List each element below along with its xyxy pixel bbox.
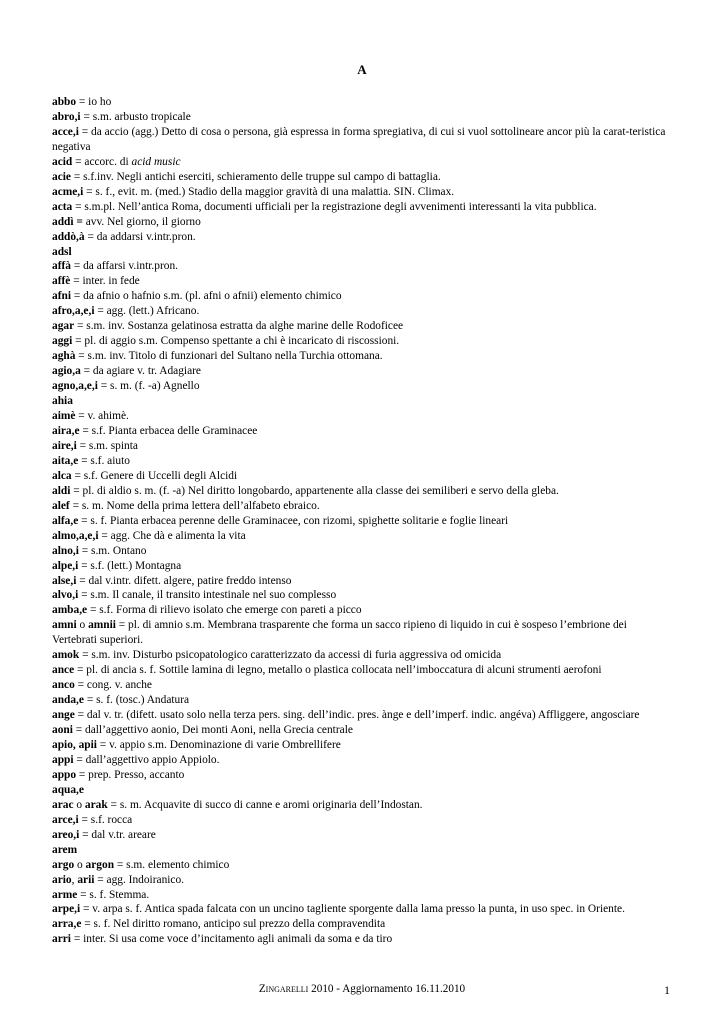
dictionary-entry [52,499,674,514]
entry-headword: acid [52,155,73,168]
dictionary-entry [52,349,674,364]
dictionary-entry [52,544,674,559]
entry-headword: arem [52,843,78,856]
entry-headword: aldi [52,484,71,497]
entry-headword: alno,i [52,544,79,557]
entry-definition: = inter. in fede [70,275,140,288]
entry-definition: = io ho [76,96,112,108]
entry-headword: areo,i [52,828,80,841]
entry-headword: agio,a [52,365,81,378]
entry-headword: affè [52,275,71,288]
entry-definition: = s. m. Acquavite di succo di canne e aromi originaria dell’Indostan. [107,798,423,811]
entry-definition: = inter. Si usa come voce d’incitamento agli animali da soma e da tiro [70,933,393,946]
entry-definition: = cong. v. anche [74,679,152,692]
dictionary-entry [52,230,674,245]
dictionary-entry [52,798,674,813]
entry-definition: = s.f. Forma di rilievo isolato che emerge con pareti a picco [87,604,362,617]
dictionary-entry [52,439,674,454]
dictionary-entry [52,245,674,260]
entry-definition: = s.f. rocca [78,813,133,826]
dictionary-entry [52,648,674,663]
dictionary-entry [52,588,674,603]
entry-definition: o [74,858,86,871]
dictionary-entry [52,693,674,708]
entry-headword: amnii [88,619,116,632]
entry-definition: = s.m. arbusto tropicale [80,110,191,123]
entry-definition: = s.m. Ontano [78,544,147,557]
entry-definition: = v. appio s.m. Denominazione di varie Ombrellifere [96,738,341,751]
entry-definition: = s.m. inv. Disturbo psicopatologico caratterizzato da accessi di furia aggressiva od omicida [79,649,502,662]
entry-headword: agno,a,e,i [52,380,98,393]
entry-definition: = dal v. tr. (difett. usato solo nella terza pers. sing. dell’indic. pres. ànge e dell’imperf. indic. angéva) Affliggere, angosciare [74,709,640,722]
dictionary-entry [52,768,674,783]
entry-definition: = s.m.pl. Nell’antica Roma, documenti ufficiali per la registrazione degli avvenimenti interessanti la vita pubblica. [72,200,597,213]
dictionary-entry [52,274,674,289]
entry-definition: o [73,798,85,811]
entry-definition: , [71,873,78,886]
page-number: 1 [664,983,670,997]
entry-italic-text: acid music [131,155,181,168]
entry-headword: aghà [52,350,76,363]
entry-definition: = s.f. (lett.) Montagna [78,559,182,572]
entry-headword: arac [52,798,74,811]
entry-headword: alse,i [52,574,77,587]
entry-headword: aire,i [52,439,77,452]
entry-definition: = pl. di aldio s. m. (f. -a) Nel diritto longobardo, appartenente alla classe dei semiliberi e servo della gleba. [70,484,559,497]
entry-definition: = da addarsi v.intr.pron. [84,230,196,243]
entry-headword: appo [52,768,77,781]
dictionary-entry [52,559,674,574]
dictionary-entry [52,125,674,155]
dictionary-entry [52,304,674,319]
dictionary-entry [52,902,674,917]
entry-headword: addò,à [52,230,85,243]
dictionary-entry [52,110,674,125]
entry-headword: arce,i [52,813,79,826]
entry-headword: appi [52,753,74,766]
entry-headword: argon [85,858,115,871]
dictionary-entry [52,917,674,932]
entry-definition: = s.m. inv. Sostanza gelatinosa estratta da alghe marine delle Rodoficee [74,320,404,333]
dictionary-entry [52,813,674,828]
entry-headword: amok [52,649,80,662]
entry-headword: aimè [52,410,76,423]
dictionary-entry [52,888,674,903]
dictionary-entry [52,663,674,678]
entry-headword: acta [52,200,73,213]
entry-headword: aqua,e [52,783,84,796]
entry-definition: = s.f.inv. Negli antichi eserciti, schieramento delle truppe sul campo di battaglia. [70,170,441,183]
dictionary-entry [52,454,674,469]
footer-brand: Zingarelli [258,983,309,995]
entry-headword: addì = [52,215,83,228]
entry-definition: = s.m. elemento chimico [114,858,230,871]
entry-definition: = dal v.intr. difett. algere, patire freddo intenso [76,574,292,587]
dictionary-entry [52,259,674,274]
entry-headword: arme [52,888,78,901]
dictionary-entry [52,574,674,589]
entry-definition: = s.f. Pianta erbacea delle Graminacee [79,424,258,437]
entry-headword: ance [52,664,75,677]
entry-headword: aita,e [52,454,79,467]
entry-headword: argo [52,858,75,871]
entry-definition: avv. Nel giorno, il giorno [82,215,201,228]
entry-definition: = da afnio o hafnio s.m. (pl. afni o afnii) elemento chimico [71,290,342,303]
entry-definition: = s. f. Nel diritto romano, anticipo sul prezzo della compravendita [81,918,386,931]
entry-headword: almo,a,e,i [52,529,99,542]
entry-headword: aira,e [52,424,80,437]
entry-headword: afni [52,290,71,303]
dictionary-entry [52,618,674,648]
dictionary-entry [52,185,674,200]
dictionary-entry [52,678,674,693]
dictionary-entry [52,409,674,424]
page-title: A [357,62,367,77]
entry-headword: alfa,e [52,514,79,527]
entry-headword: arak [84,798,108,811]
entry-headword: aoni [52,724,73,737]
entry-definition: = s.m. Il canale, il transito intestinale nel suo complesso [78,589,337,602]
dictionary-entry [52,529,674,544]
dictionary-entry [52,424,674,439]
dictionary-entry [52,843,674,858]
entry-definition: = da affarsi v.intr.pron. [70,260,178,273]
page-footer [0,983,724,995]
entry-headword: alpe,i [52,559,79,572]
entry-headword: alef [52,499,70,512]
dictionary-entry [52,155,674,170]
entry-definition: = s.m. inv. Titolo di funzionari del Sultano nella Turchia ottomana. [75,350,383,363]
entry-headword: ahia [52,395,73,408]
entry-definition: = agg. Indoiranico. [94,873,185,886]
dictionary-entry [52,289,674,304]
dictionary-entry [52,364,674,379]
entry-headword: abbo [52,96,77,108]
entry-headword: ange [52,709,75,722]
entry-definition: = prep. Presso, accanto [76,768,185,781]
entry-headword: abro,i [52,110,81,123]
dictionary-entry [52,603,674,618]
entry-headword: anda,e [52,694,84,707]
entry-headword: acme,i [52,185,84,198]
dictionary-entry [52,95,674,110]
entry-headword: alca [52,469,72,482]
dictionary-entry [52,783,674,798]
dictionary-entry [52,394,674,409]
entry-headword: afro,a,e,i [52,305,95,318]
entry-definition: = pl. di aggio s.m. Compenso spettante a chi è incaricato di riscossioni. [72,335,400,348]
entry-headword: arra,e [52,918,82,931]
entry-definition: = da agiare v. tr. Adagiare [80,365,201,378]
dictionary-entries [52,95,674,947]
entry-definition: = pl. di amnio s.m. Membrana trasparente che forma un sacco ripieno di liquido in cui è sospeso l’embrione dei Vertebrati superiori. [52,619,627,647]
entry-headword: ario [52,873,72,886]
entry-definition: = s.f. Genere di Uccelli degli Alcidi [71,469,238,482]
dictionary-entry [52,828,674,843]
dictionary-entry [52,738,674,753]
entry-definition: = v. arpa s. f. Antica spada falcata con un uncino tagliente sporgente dalla lama presso la punta, in uso spec. in Oriente. [80,903,625,916]
dictionary-entry [52,484,674,499]
dictionary-entry [52,170,674,185]
entry-definition: = s. f., evit. m. (med.) Stadio della maggior gravità di una malattia. SIN. Climax. [83,185,455,198]
entry-definition: = s. m. (f. -a) Agnello [97,380,200,393]
entry-headword: aggi [52,335,73,348]
entry-headword: arii [77,873,95,886]
dictionary-entry [52,873,674,888]
entry-headword: amni [52,619,77,632]
entry-definition: = dall’aggettivo aonio, Dei monti Aoni, nella Grecia centrale [72,724,353,737]
dictionary-entry [52,469,674,484]
entry-headword: anco [52,679,75,692]
entry-headword: arpe,i [52,903,81,916]
dictionary-entry [52,708,674,723]
entry-headword: agar [52,320,75,333]
dictionary-entry [52,215,674,230]
entry-definition: = agg. Che dà e alimenta la vita [98,529,246,542]
entry-headword: amba,e [52,604,88,617]
dictionary-entry [52,932,674,947]
entry-definition: = agg. (lett.) Africano. [94,305,200,318]
entry-definition: = dall’aggettivo appio Appiolo. [73,753,220,766]
entry-headword: arri [52,933,71,946]
dictionary-entry [52,723,674,738]
dictionary-entry [52,379,674,394]
entry-definition: = s. f. Pianta erbacea perenne delle Graminacee, con rizomi, spighette solitarie e foglie lineari [78,514,509,527]
dictionary-entry [52,200,674,215]
entry-definition: = v. ahimè. [75,410,129,423]
footer-text: 2010 - Aggiornamento 16.11.2010 [308,983,466,995]
entry-definition: = da accio (agg.) Detto di cosa o persona, già espressa in forma spregiativa, di cui si vuol sottolineare ancor più la carat-teristica negativa [52,125,666,153]
entry-headword: acce,i [52,125,79,138]
entry-definition: = s. f. Stemma. [77,888,150,901]
entry-definition: = dal v.tr. areare [79,828,156,841]
dictionary-entry [52,334,674,349]
entry-definition: = pl. di ancia s. f. Sottile lamina di legno, metallo o plastica collocata nell’imboccatura di alcuni strumenti aerofoni [74,664,602,677]
entry-definition: = accorc. di [72,155,132,168]
entry-definition: = s. f. (tosc.) Andatura [83,694,190,707]
entry-headword: adsl [52,245,72,258]
dictionary-entry [52,858,674,873]
entry-definition: = s.f. aiuto [78,454,130,467]
entry-headword: apio, apii [52,738,97,751]
entry-headword: alvo,i [52,589,79,602]
entry-headword: affà [52,260,71,273]
dictionary-entry [52,753,674,768]
entry-definition: = s. m. Nome della prima lettera dell’alfabeto ebraico. [69,499,320,512]
entry-definition: = s.m. spinta [76,439,138,452]
entry-definition: o [76,619,89,632]
dictionary-entry [52,319,674,334]
dictionary-entry [52,514,674,529]
entry-headword: acie [52,170,71,183]
